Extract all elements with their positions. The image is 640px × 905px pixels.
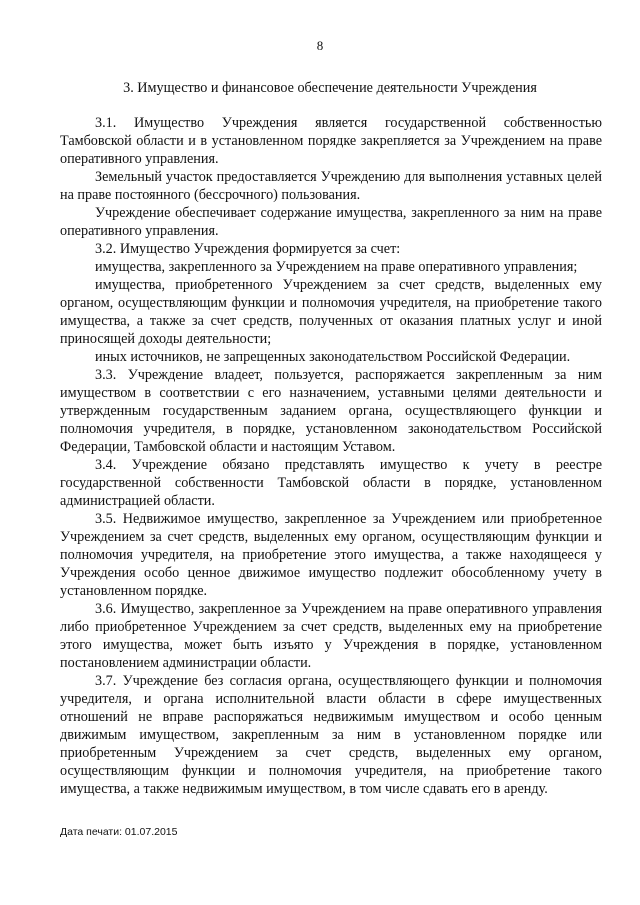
paragraph: имущества, приобретенного Учреждением за счет средств, выделенных ему органом, осуществляющим функции и полномочия учредителя, на приобретение такого имущества, а также за счет средств, полученных от оказания платных услуг и иной приносящей доходы деятельности;: [60, 277, 602, 347]
paragraph: иных источников, не запрещенных законодательством Российской Федерации.: [95, 349, 571, 365]
page-number: 8: [316, 38, 324, 53]
paragraph: 3.6. Имущество, закрепленное за Учреждением на праве оперативного управления либо приобретенное Учреждением за счет средств, выделенных ему на приобретение этого имущества, может быть изъято у Учреждения в порядке, установленном постановлением администрации области.: [60, 601, 602, 671]
paragraph: 3.5. Недвижимое имущество, закрепленное за Учреждением или приобретенное Учреждением за счет средств, выделенных ему органом, осуществляющим функции и полномочия учредителя, на приобретение этого имущества, а также находящееся у Учреждения особо ценное движимое имущество подлежит обособленному учету в установленном порядке.: [60, 511, 602, 599]
paragraph: 3.3. Учреждение владеет, пользуется, распоряжается закрепленным за ним имуществом в соответствии с его назначением, уставными целями деятельности и утвержденным государственным заданием органа, осуществляющего функции и полномочия учредителя, в порядке, установленном законодательством Российской Федерации, Тамбовской области и настоящим Уставом.: [60, 367, 602, 455]
paragraph: 3.4. Учреждение обязано представлять имущество к учету в реестре государственной собственности Тамбовской области в порядке, установленном администрацией области.: [60, 457, 602, 509]
paragraph: 3.7. Учреждение без согласия органа, осуществляющего функции и полномочия учредителя, и органа исполнительной власти области в сфере имущественных отношений не вправе распоряжаться недвижимым имуществом и особо ценным движимым имуществом, закрепленным за ним в установленном порядке или приобретенным Учреждением за счет средств, выделенных ему органом, осуществляющим функции и полномочия учредителя, на приобретение такого имущества, а также недвижимым имуществом, в том числе сдавать его в аренду.: [60, 673, 602, 797]
paragraph: Земельный участок предоставляется Учреждению для выполнения уставных целей на праве постоянного (бессрочного) пользования.: [60, 169, 602, 203]
paragraph: 3.2. Имущество Учреждения формируется за счет:: [95, 241, 401, 257]
paragraph: Учреждение обеспечивает содержание имущества, закрепленного за ним на праве оперативного управления.: [60, 205, 602, 239]
section-title: 3. Имущество и финансовое обеспечение деятельности Учреждения: [123, 80, 537, 96]
print-date-footer: Дата печати: 01.07.2015: [60, 826, 178, 838]
paragraph: имущества, закрепленного за Учреждением на праве оперативного управления;: [95, 259, 578, 275]
document-body: [60, 114, 602, 798]
paragraph: 3.1. Имущество Учреждения является государственной собственностью Тамбовской области и в установленном порядке закрепляется за Учреждением на праве оперативного управления.: [60, 115, 602, 167]
